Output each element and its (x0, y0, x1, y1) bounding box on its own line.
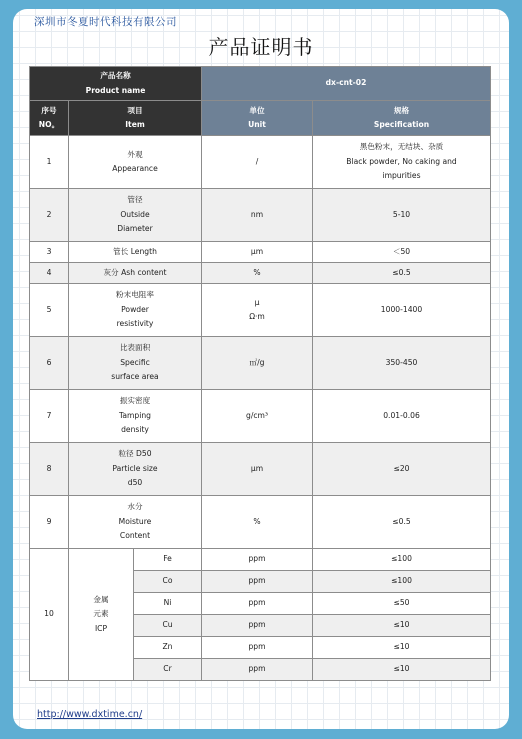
icp-element-spec: ≤50 (313, 593, 491, 615)
row-spec-line: 黑色粉末，无结块、杂质 (359, 142, 444, 152)
icp-element-spec: ≤10 (313, 659, 491, 681)
row-number: 5 (30, 284, 69, 337)
col-header-spec (313, 101, 491, 136)
icp-group-label-line: 元素 (93, 609, 109, 619)
icp-element-spec: ≤100 (313, 571, 491, 593)
row-spec-line: 350-450 (385, 357, 418, 367)
company-name: 深圳市冬夏时代科技有限公司 (34, 16, 177, 28)
icp-element-unit: ppm (202, 549, 313, 571)
row-item-line: 粉末电阻率 (116, 290, 154, 300)
row-item (69, 136, 202, 189)
col-header-spec-en: Specification (373, 120, 430, 129)
row-number: 1 (30, 136, 69, 189)
footer-website-link[interactable]: http://www.dxtime.cn/ (37, 709, 143, 720)
col-header-item-en: Item (125, 120, 145, 129)
row-unit-line: / (255, 156, 259, 166)
row-item-line: 管长 Length (113, 246, 157, 256)
icp-element-unit: ppm (202, 637, 313, 659)
row-item-line: 振实密度 (119, 396, 151, 406)
table-row (30, 390, 491, 443)
row-spec-line: ＜50 (392, 246, 411, 256)
icp-group-label-line: 金属 (93, 594, 109, 604)
row-unit (202, 242, 313, 263)
row-unit-line: μm (250, 246, 264, 256)
row-item (69, 189, 202, 242)
row-item (69, 390, 202, 443)
row-unit (202, 337, 313, 390)
col-header-no (30, 101, 69, 136)
row-unit (202, 496, 313, 549)
row-spec-line: impurities (382, 171, 421, 181)
col-header-item (69, 101, 202, 136)
certificate-sheet (13, 9, 509, 729)
icp-element-name: Fe (134, 549, 202, 571)
icp-element-name: Zn (134, 637, 202, 659)
row-spec-line: 0.01-0.06 (383, 410, 420, 420)
product-name-label-en: Product name (85, 85, 146, 95)
row-unit (202, 136, 313, 189)
icp-element-spec: ≤10 (313, 637, 491, 659)
row-spec (313, 284, 491, 337)
row-unit-line: Ω·m (249, 312, 265, 321)
row-number: 4 (30, 263, 69, 284)
row-number: 8 (30, 443, 69, 496)
row-unit-line: μ (254, 297, 260, 307)
col-header-unit (202, 101, 313, 136)
row-spec (313, 263, 491, 284)
table-row (30, 443, 491, 496)
page-title: 产品证明书 (208, 35, 314, 59)
row-spec (313, 443, 491, 496)
row-item (69, 263, 202, 284)
icp-element-name: Co (134, 571, 202, 593)
icp-group-label (69, 549, 134, 681)
col-header-spec-cn: 规格 (393, 105, 410, 115)
row-spec (313, 242, 491, 263)
row-item-line: Diameter (117, 224, 153, 234)
icp-element-name: Ni (134, 593, 202, 615)
row-spec (313, 496, 491, 549)
row-item-line: Outside (120, 209, 150, 219)
col-header-unit-cn: 单位 (249, 105, 265, 115)
row-item-line: resistivity (116, 319, 154, 329)
row-spec-line: ≤0.5 (392, 267, 411, 277)
row-spec (313, 136, 491, 189)
row-item-line: 水分 (127, 502, 143, 512)
row-spec (313, 337, 491, 390)
col-header-item-cn: 项目 (127, 105, 143, 115)
row-spec-line: ≤0.5 (392, 516, 411, 526)
icp-element-unit: ppm (202, 571, 313, 593)
table-row (30, 337, 491, 390)
row-spec (313, 390, 491, 443)
icp-element-spec: ≤10 (313, 615, 491, 637)
icp-element-name: Cu (134, 615, 202, 637)
row-spec-line: 5-10 (392, 209, 411, 219)
row-number: 7 (30, 390, 69, 443)
row-item-line: surface area (111, 372, 159, 382)
row-unit-line: % (253, 516, 261, 526)
row-item (69, 242, 202, 263)
row-unit-line: μm (250, 463, 264, 473)
row-spec-line: ≤20 (393, 463, 410, 473)
table-row (30, 136, 491, 189)
table-row (30, 189, 491, 242)
row-number: 9 (30, 496, 69, 549)
icp-element-row (30, 549, 491, 571)
row-number: 3 (30, 242, 69, 263)
row-number: 2 (30, 189, 69, 242)
row-item-line: Appearance (112, 164, 158, 173)
product-name-row (30, 67, 491, 101)
icp-element-unit: ppm (202, 615, 313, 637)
product-name-label-cn: 产品名称 (100, 71, 131, 80)
table-row (30, 284, 491, 337)
row-unit-line: % (253, 267, 261, 277)
row-unit (202, 390, 313, 443)
row-number: 10 (30, 549, 69, 681)
row-item-line: 外观 (127, 149, 143, 159)
icp-group-label-line: ICP (94, 623, 108, 633)
table-row (30, 496, 491, 549)
row-item-line: Moisture (118, 516, 152, 526)
row-item-line: Tamping (119, 410, 151, 420)
row-item-line: 管径 (127, 195, 143, 205)
row-item (69, 496, 202, 549)
row-item-line: 粒径 D50 (118, 449, 152, 459)
row-spec-line: 1000-1400 (380, 304, 423, 314)
row-item-line: Powder (121, 304, 149, 314)
row-spec (313, 189, 491, 242)
row-item (69, 337, 202, 390)
row-number: 6 (30, 337, 69, 390)
col-header-no-en: NO。 (38, 120, 60, 129)
row-item-line: 灰分 Ash content (103, 267, 167, 277)
row-unit (202, 284, 313, 337)
column-header-row (30, 101, 491, 136)
icp-element-spec: ≤100 (313, 549, 491, 571)
row-item (69, 284, 202, 337)
icp-element-name: Cr (134, 659, 202, 681)
row-item-line: d50 (127, 478, 143, 488)
icp-element-unit: ppm (202, 659, 313, 681)
product-name-value: dx-cnt-02 (202, 67, 491, 101)
product-name-label (30, 67, 202, 101)
row-item-line: Content (119, 531, 151, 541)
row-item (69, 443, 202, 496)
col-header-unit-en: Unit (248, 120, 266, 129)
row-unit-line: nm (250, 209, 264, 219)
row-unit (202, 263, 313, 284)
row-unit-line: g/cm³ (246, 410, 268, 420)
icp-element-unit: ppm (202, 593, 313, 615)
row-item-line: 比表面积 (119, 343, 151, 353)
row-unit (202, 189, 313, 242)
row-unit-line: ㎡/g (249, 357, 265, 367)
row-unit (202, 443, 313, 496)
row-item-line: density (121, 425, 149, 435)
spec-table (29, 66, 491, 681)
table-row (30, 263, 491, 284)
row-spec-line: Black powder, No caking and (346, 156, 457, 166)
row-item-line: Specific (120, 357, 150, 367)
row-item-line: Particle size (112, 463, 158, 473)
col-header-no-cn: 序号 (41, 105, 57, 115)
table-row (30, 242, 491, 263)
